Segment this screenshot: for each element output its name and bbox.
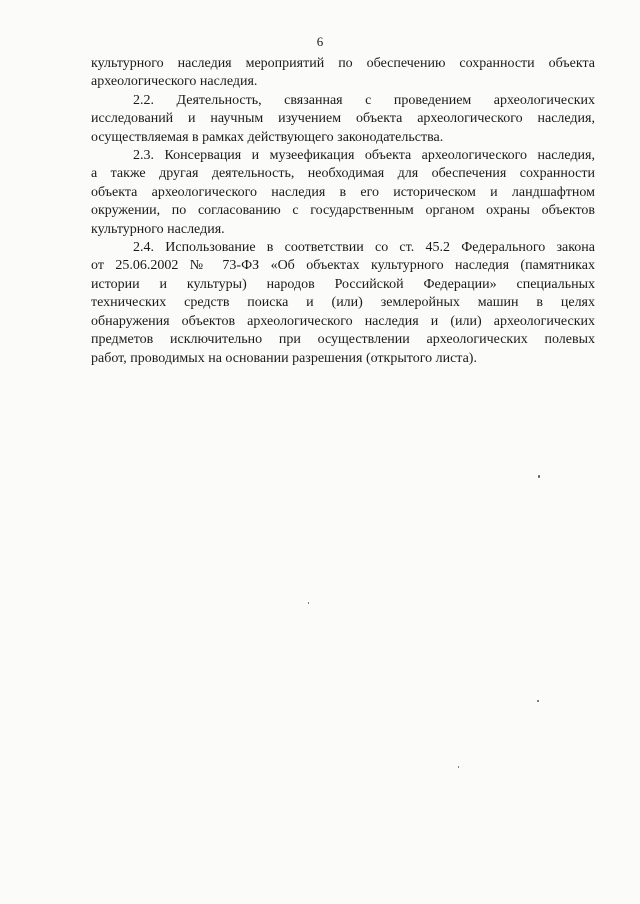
paragraph-continuation [91,55,595,92]
text-line: технических средств поиска и (или) землеройных машин в целях [91,295,595,311]
text-line: объекта археологического наследия в его историческом и ландшафтном [91,184,595,200]
page-number: 6 [316,34,324,49]
text-line: 2.2. Деятельность, связанная с проведением археологических [133,92,595,108]
text-line: а также другая деятельность, необходимая для обеспечения сохранности [91,166,595,182]
paragraph-2-3 [91,147,595,239]
text-line: истории и культуры) народов Российской Федерации» специальных [91,276,595,292]
scan-speck [538,475,540,478]
text-line: работ, проводимых на основании разрешения (открытого листа). [91,350,477,366]
text-line: от 25.06.2002 № 73-ФЗ «Об объектах культурного наследия (памятниках [91,258,595,274]
text-line: культурного наследия мероприятий по обеспечению сохранности объекта [91,56,595,71]
scan-speck [537,700,539,702]
paragraph-2-2 [91,92,595,147]
text-line: окружении, по согласованию с государственным органом охраны объектов [91,203,595,219]
text-line: 2.4. Использование в соответствии со ст. 45.2 Федерального закона [133,240,595,256]
text-line: обнаружения объектов археологического наследия и (или) археологических [91,313,595,329]
paragraph-2-4 [91,239,595,368]
document-body [91,55,595,368]
text-line: исследований и научным изучением объекта археологического наследия, [91,111,595,127]
text-line: археологического наследия. [91,74,258,90]
scan-speck [308,602,309,604]
text-line: культурного наследия. [91,221,225,237]
text-line: 2.3. Консервация и музеефикация объекта археологического наследия, [133,148,595,164]
text-line: предметов исключительно при осуществлении археологических полевых [91,332,595,348]
text-line: осуществляемая в рамках действующего законодательства. [91,129,444,145]
scan-speck [458,766,459,768]
